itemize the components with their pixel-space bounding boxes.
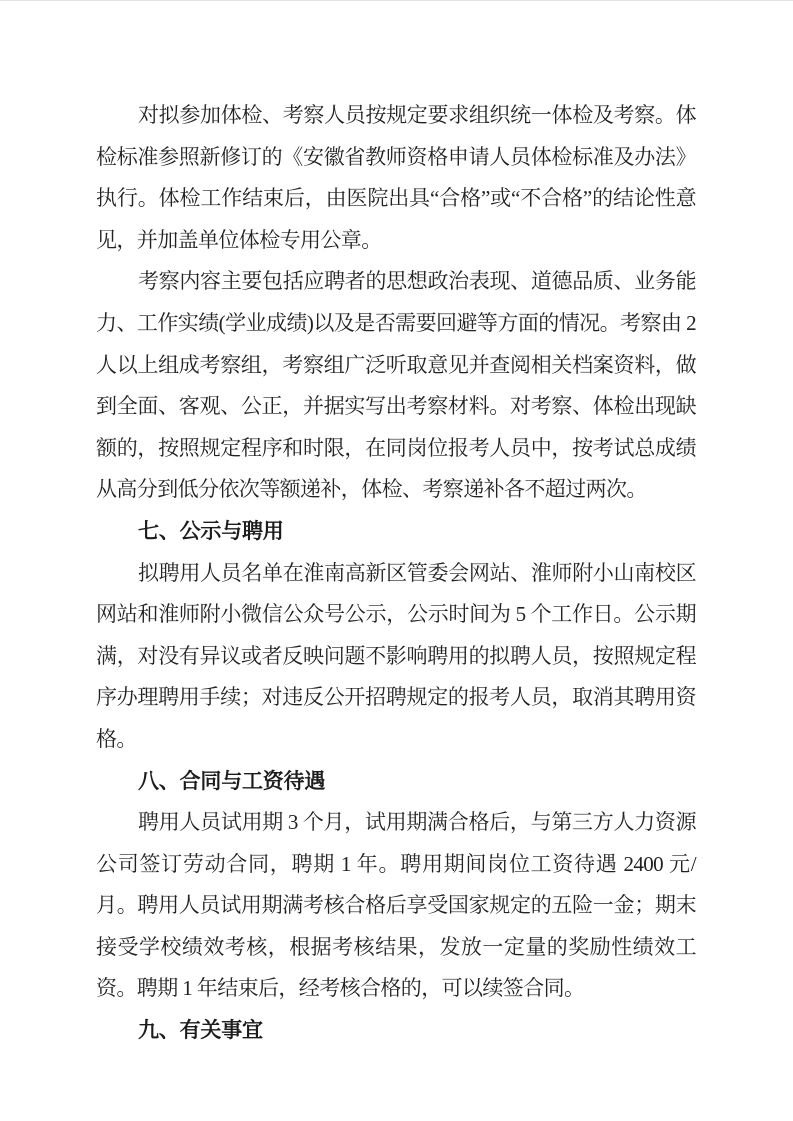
body-paragraph: 拟聘用人员名单在淮南高新区管委会网站、淮师附小山南校区网站和淮师附小微信公众号公示，公示时间为 5 个工作日。公示期满，对没有异议或者反映问题不影响聘用的拟聘人员，按照规定程序办理聘用手续；对违反公开招聘规定的报考人员，取消其聘用资格。 bbox=[96, 560, 696, 751]
body-paragraph: 对拟参加体检、考察人员按规定要求组织统一体检及考察。体检标准参照新修订的《安徽省教师资格申请人员体检标准及办法》执行。体检工作结束后，由医院出具“合格”或“不合格”的结论性意见，并加盖单位体检专用公章。 bbox=[96, 103, 696, 252]
body-paragraph: 聘用人员试用期 3 个月，试用期满合格后，与第三方人力资源公司签订劳动合同，聘期 1 年。聘用期间岗位工资待遇 2400 元/月。聘用人员试用期满考核合格后享受国家规定的五险一金；期末接受学校绩效考核，根据考核结果，发放一定量的奖励性绩效工资。聘期 1 年结束后，经考核合格的，可以续签合同。 bbox=[96, 810, 696, 1001]
section-heading: 八、合同与工资待遇 bbox=[138, 769, 326, 793]
section-heading: 七、公示与聘用 bbox=[138, 519, 284, 543]
body-paragraph: 考察内容主要包括应聘者的思想政治表现、道德品质、业务能力、工作实绩(学业成绩)以及是否需要回避等方面的情况。考察由 2 人以上组成考察组，考察组广泛听取意见并查阅相关档案资料，做到全面、客观、公正，并据实写出考察材料。对考察、体检出现缺额的，按照规定程序和时限，在同岗位报考人员中，按考试总成绩从高分到低分依次等额递补，体检、考察递补各不超过两次。 bbox=[96, 269, 696, 502]
document-body bbox=[96, 95, 696, 1052]
section-heading: 九、有关事宜 bbox=[138, 1019, 263, 1043]
